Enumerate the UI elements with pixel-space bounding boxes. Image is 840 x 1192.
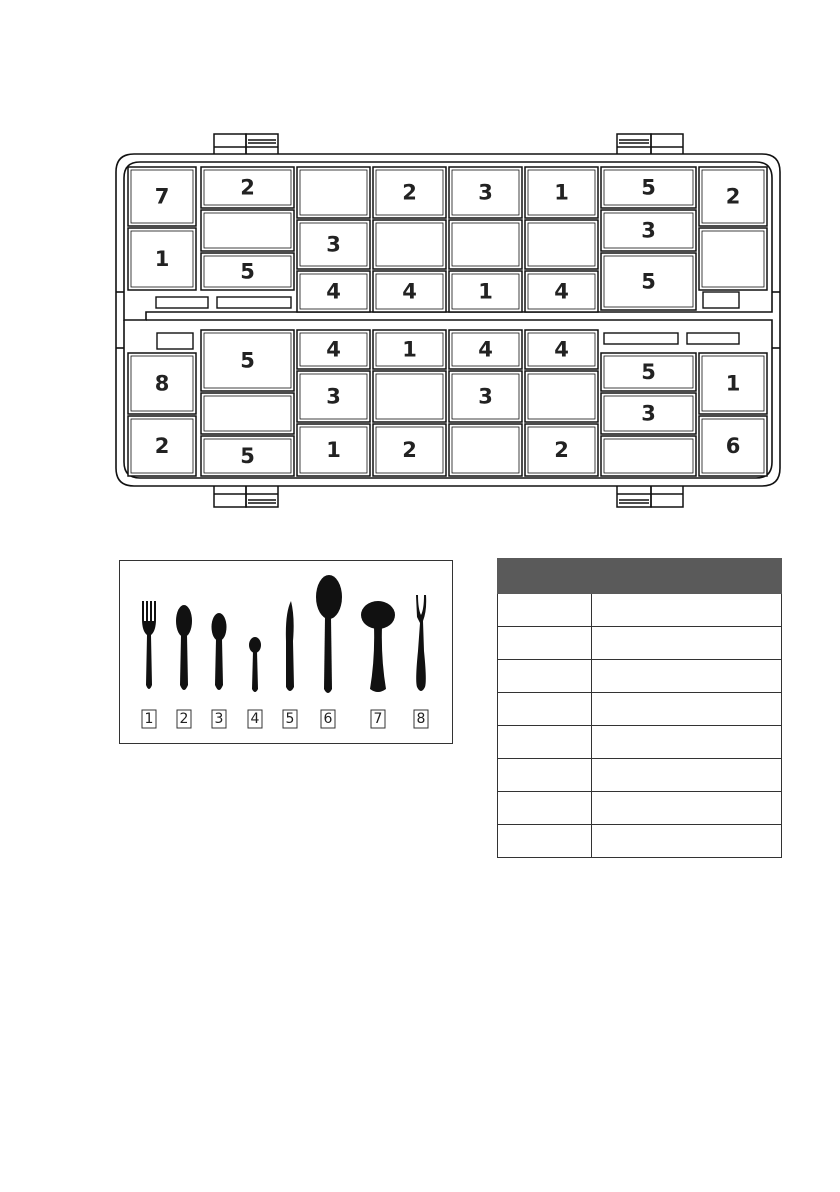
compartment-upper-3-1	[297, 167, 370, 218]
compartment-number: 4	[478, 337, 493, 362]
ladle-icon	[361, 601, 395, 692]
compartment-number: 1	[326, 438, 341, 462]
table-cell-number	[498, 594, 592, 627]
compartment-number: 3	[641, 218, 656, 243]
compartment-upper-8-2	[699, 228, 767, 290]
compartment-number: 1	[478, 279, 493, 304]
compartment-lower-3-2	[297, 371, 370, 422]
compartment-upper-6-3	[525, 271, 598, 312]
compartment-upper-1-1	[128, 167, 196, 226]
compartment-number: 1	[725, 371, 741, 396]
compartment-number: 5	[240, 259, 255, 284]
compartment-lower-7-3	[601, 436, 696, 476]
compartment-lower-2-1	[201, 330, 294, 391]
table-cell-item	[592, 660, 782, 693]
compartment-number: 6	[725, 434, 741, 458]
compartment-lower-1-2	[128, 416, 196, 476]
table-cell-number	[498, 693, 592, 726]
compartment-lower-2-2	[201, 393, 294, 434]
compartment-upper-4-3	[373, 271, 446, 312]
table-row	[498, 759, 782, 792]
table-row	[498, 825, 782, 858]
compartment-upper-1-2	[128, 228, 196, 290]
compartment-upper-7-2	[601, 210, 696, 251]
compartment-number: 1	[554, 180, 569, 205]
legend-number: 8	[416, 711, 426, 727]
compartment-number: 1	[154, 247, 170, 271]
knife-icon	[286, 601, 294, 691]
table-row	[498, 660, 782, 693]
table-header-number	[498, 559, 592, 594]
table-cell-number	[498, 726, 592, 759]
table-cell-number	[498, 759, 592, 792]
cutlery-tray-diagram	[0, 0, 840, 520]
legend-number: 1	[144, 711, 154, 727]
compartment-number: 4	[326, 279, 341, 304]
table-spoon-icon	[176, 605, 192, 690]
compartment-number: 3	[478, 180, 493, 205]
compartment-number: 7	[154, 184, 170, 209]
compartment-number: 5	[641, 269, 656, 294]
compartment-upper-3-3	[297, 271, 370, 312]
compartment-lower-4-2	[373, 371, 446, 422]
table-cell-item	[592, 825, 782, 858]
table-row	[498, 594, 782, 627]
compartment-number: 2	[725, 184, 741, 209]
compartment-lower-2-3	[201, 436, 294, 476]
legend-number: 7	[373, 711, 383, 727]
table-cell-number	[498, 627, 592, 660]
compartment-lower-4-1	[373, 330, 446, 369]
compartment-number: 3	[326, 384, 341, 409]
compartment-lower-5-2	[449, 371, 522, 422]
compartment-number: 4	[554, 337, 569, 362]
compartment-number: 1	[402, 337, 417, 362]
table-row	[498, 627, 782, 660]
compartment-upper-4-1	[373, 167, 446, 218]
compartment-lower-7-2	[601, 393, 696, 434]
compartment-lower-3-1	[297, 330, 370, 369]
compartment-upper-6-2	[525, 220, 598, 269]
serving-fork-icon	[416, 595, 426, 691]
table-cell-item	[592, 792, 782, 825]
compartment-number: 2	[240, 175, 255, 200]
teaspoon-icon	[249, 637, 261, 692]
compartment-number: 2	[154, 434, 170, 458]
table-cell-number	[498, 825, 592, 858]
table-cell-number	[498, 792, 592, 825]
compartment-lower-3-3	[297, 424, 370, 476]
compartment-number: 5	[240, 444, 255, 468]
compartment-lower-6-2	[525, 371, 598, 422]
cutlery-legend-illustration	[120, 561, 454, 745]
compartment-number: 2	[554, 438, 569, 462]
legend-number: 3	[214, 711, 224, 727]
compartment-lower-6-1	[525, 330, 598, 369]
table-cell-item	[592, 594, 782, 627]
table-header-row	[498, 559, 782, 594]
cutlery-legend	[119, 560, 453, 744]
table-row	[498, 726, 782, 759]
compartment-number: 5	[641, 360, 656, 384]
compartment-number: 5	[240, 348, 255, 373]
dessert-spoon-icon	[212, 613, 227, 690]
fork-icon	[142, 601, 156, 689]
compartment-upper-5-1	[449, 167, 522, 218]
compartment-lower-7-1	[601, 353, 696, 391]
compartment-number: 4	[554, 279, 569, 304]
compartment-upper-8-1	[699, 167, 767, 226]
compartment-lower-8-2	[699, 416, 767, 476]
compartment-lower-8-1	[699, 353, 767, 414]
compartment-number: 2	[402, 438, 417, 462]
compartment-upper-2-3	[201, 253, 294, 290]
compartment-upper-5-3	[449, 271, 522, 312]
legend-number: 4	[250, 711, 260, 727]
compartment-upper-7-3	[601, 253, 696, 310]
compartment-upper-6-1	[525, 167, 598, 218]
compartment-upper-7-1	[601, 167, 696, 208]
compartment-number: 3	[641, 401, 656, 426]
table-cell-item	[592, 759, 782, 792]
compartment-upper-3-2	[297, 220, 370, 269]
compartment-upper-4-2	[373, 220, 446, 269]
table-cell-item	[592, 693, 782, 726]
compartment-number: 3	[478, 384, 493, 409]
compartment-lower-5-1	[449, 330, 522, 369]
legend-number: 6	[323, 711, 333, 727]
compartment-number: 8	[154, 371, 170, 396]
compartment-upper-2-2	[201, 210, 294, 251]
compartment-lower-5-3	[449, 424, 522, 476]
legend-number: 5	[285, 711, 295, 727]
compartment-lower-6-3	[525, 424, 598, 476]
compartment-number: 4	[402, 279, 417, 304]
compartment-upper-2-1	[201, 167, 294, 208]
table-cell-item	[592, 726, 782, 759]
table-row	[498, 792, 782, 825]
table-header-item	[592, 559, 782, 594]
compartment-number: 4	[326, 337, 341, 362]
compartment-lower-4-3	[373, 424, 446, 476]
compartment-number: 2	[402, 180, 417, 205]
table-cell-number	[498, 660, 592, 693]
compartment-lower-1-1	[128, 353, 196, 414]
compartment-number: 5	[641, 175, 656, 200]
legend-number: 2	[179, 711, 189, 727]
table-cell-item	[592, 627, 782, 660]
compartment-upper-5-2	[449, 220, 522, 269]
cutlery-table	[497, 558, 782, 858]
serving-spoon-icon	[316, 575, 342, 693]
compartment-number: 3	[326, 232, 341, 257]
table-row	[498, 693, 782, 726]
